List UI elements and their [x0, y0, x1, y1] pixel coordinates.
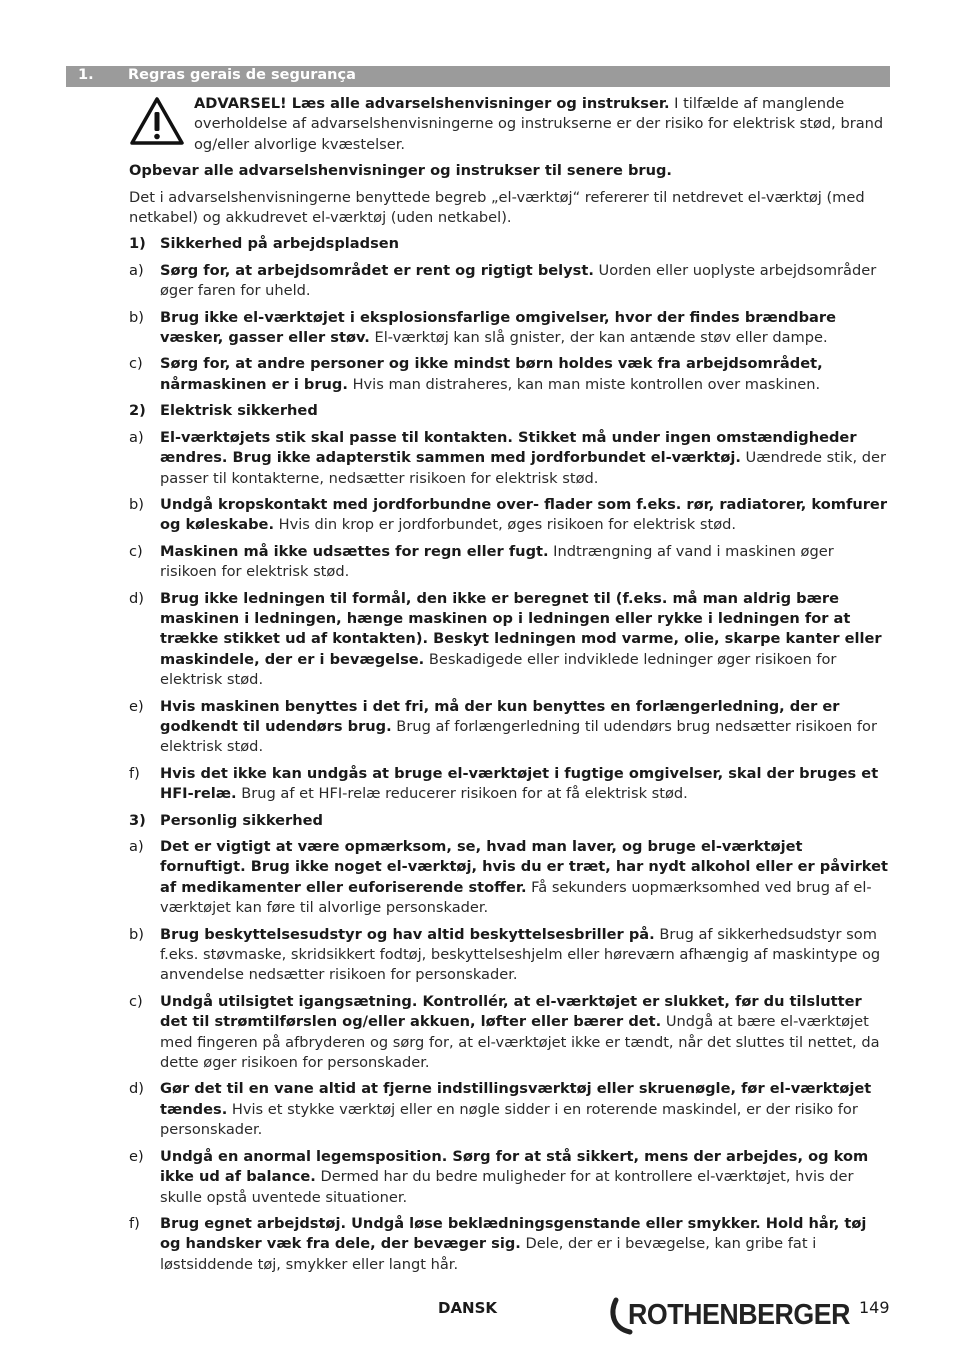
section-heading-title: Elektrisk sikkerhed	[160, 402, 318, 420]
list-item-bold-text: Sørg for, at andre personer og ikke mindst børn holdes væk fra arbejdsområdet, nårmaskinen er i brug.	[160, 355, 823, 393]
warning-text: I tilfælde af manglende overholdelse af advarselshenvisningerne og instrukserne er der risiko for elektrisk stød, brand og/eller alvorlige kvæstelser.	[194, 95, 884, 153]
section-number: 1.	[78, 67, 94, 83]
list-item	[129, 261, 889, 302]
list-item-text: Uorden eller uoplyste arbejdsområder øger faren for uheld.	[160, 261, 877, 300]
list-item-bold-text: Sørg for, at arbejdsområdet er rent og rigtigt belyst.	[160, 261, 594, 279]
list-item-text: Brug af forlængerledning til udendørs brug nedsætter risikoen for elektrisk stød.	[160, 717, 877, 756]
list-item-label: a)	[129, 838, 144, 855]
warning-block	[129, 94, 889, 155]
section-heading	[129, 401, 889, 421]
warning-triangle-icon	[129, 96, 185, 146]
list-item	[129, 428, 889, 489]
list-item	[129, 589, 889, 691]
section-heading-number: 3)	[129, 811, 146, 829]
list-item-text: Brug af et HFI-relæ reducerer risikoen for at få elektrisk stød.	[236, 785, 688, 803]
section-heading	[129, 234, 889, 254]
svg-text:ROTHENBERGER: ROTHENBERGER	[628, 1299, 851, 1331]
list-item-bold-text: Undgå utilsigtet igangsætning. Kontrollér, at el-værktøjet er slukket, før du tilslutter det til strømtilførslen og/eller akkuen, løfter eller bærer det.	[160, 992, 862, 1031]
list-item	[129, 308, 889, 349]
list-item-bold-text: Brug ikke ledningen til formål, den ikke er beregnet til (f.eks. må man aldrig bære maskinen i ledningen, hænge maskinen op i ledningen eller rykke i ledningen for at trække stikket ud af kontakten). Beskyt ledningen mod varme, olie, skarpe kanter eller maskindele, der er i bevægelse.	[160, 589, 882, 668]
page-number: 149	[859, 1298, 890, 1317]
list-item	[129, 925, 889, 986]
list-item	[129, 542, 889, 583]
section-heading-number: 1)	[129, 235, 146, 253]
list-item	[129, 354, 889, 395]
list-item-bold-text: El-værktøjets stik skal passe til kontakten. Stikket må under ingen omstændigheder ændres. Brug ikke adapterstik sammen med jordforbundet el-værktøj.	[160, 428, 857, 467]
list-item-text: Indtrængning af vand i maskinen øger risikoen for elektrisk stød.	[160, 542, 834, 581]
list-item-label: c)	[129, 992, 143, 1010]
warning-bold-text: ADVARSEL! Læs alle advarselshenvisninger og instrukser.	[194, 95, 670, 112]
list-item	[129, 697, 889, 758]
list-item-label: a)	[129, 428, 144, 446]
footer-language: DANSK	[438, 1299, 498, 1317]
section-heading-title: Personlig sikkerhed	[160, 811, 323, 829]
list-item-bold-text: Hvis det ikke kan undgås at bruge el-værktøjet i fugtige omgivelser, skal der bruges et HFI-relæ.	[160, 764, 879, 803]
list-item-bold-text: Undgå kropskontakt med jordforbundne over- flader som f.eks. rør, radiatorer, komfurer og køleskabe.	[160, 495, 888, 534]
list-item	[129, 992, 889, 1074]
document-body	[129, 94, 889, 1281]
list-item-text: Undgå at bære el-værktøjet med fingeren på afbryderen og sørg for, at el-værktøjet ikke er tændt, når det sluttes til nettet, da dette øger risikoen for personskader.	[160, 1013, 880, 1072]
keep-instructions-note: Opbevar alle advarselshenvisninger og instrukser til senere brug.	[129, 162, 672, 180]
section-heading-number: 2)	[129, 402, 146, 420]
list-item-bold-text: Gør det til en vane altid at fjerne indstillingsværktøj eller skruenøgle, før el-værktøjet tændes.	[160, 1080, 872, 1118]
list-item	[129, 1079, 889, 1140]
list-item-bold-text: Brug egnet arbejdstøj. Undgå løse beklædningsgenstande eller smykker. Hold hår, tøj og handsker væk fra dele, der bevæger sig.	[160, 1214, 867, 1253]
sections-container	[129, 234, 889, 1275]
list-item-text: Beskadigede eller indviklede ledninger øger risikoen for elektrisk stød.	[160, 650, 837, 689]
list-item-label: e)	[129, 1147, 144, 1165]
list-item	[129, 764, 889, 805]
list-item-bold-text: Det er vigtigt at være opmærksom, se, hvad man laver, og bruge el-værktøjet fornuftigt. Brug ikke noget el-værktøj, hvis du er træt, har nydt alkohol eller er påvirket af medikamenter eller euforiserende stoffer.	[160, 838, 888, 896]
definition-paragraph: Det i advarselshenvisningerne benyttede begreb „el-værktøj“ refererer til netdrevet el-værktøj (med netkabel) og akkudrevet el-værktøj (uden netkabel).	[129, 188, 865, 227]
list-item-bold-text: Brug ikke el-værktøjet i eksplosionsfarlige omgivelser, hvor der findes brændbare væsker, gasser eller støv.	[160, 308, 836, 347]
list-item-text: Brug af sikkerhedsudstyr som f.eks. støvmaske, skridsikkert fodtøj, beskyttelseshjelm eller høreværn afhængig af maskintype og anvendelse nedsætter risikoen for personskader.	[160, 925, 881, 984]
section-heading	[129, 811, 889, 831]
section-heading-title: Sikkerhed på arbejdspladsen	[160, 235, 400, 253]
section-header-bar	[66, 66, 890, 87]
list-item-text: Få sekunders uopmærksomhed ved brug af el-værktøjet kan føre til alvorlige personskader.	[160, 878, 872, 917]
list-item-bold-text: Undgå en anormal legemsposition. Sørg for at stå sikkert, mens der arbejdes, og kom ikke ud af balance.	[160, 1147, 869, 1186]
list-item-label: b)	[129, 495, 144, 513]
list-item-bold-text: Maskinen må ikke udsættes for regn eller fugt.	[160, 542, 549, 560]
list-item-label: f)	[129, 1214, 140, 1232]
list-item-label: e)	[129, 697, 144, 715]
list-item-label: c)	[129, 355, 143, 373]
list-item-text: Hvis din krop er jordforbundet, øges risikoen for elektrisk stød.	[274, 516, 737, 534]
list-item-text: Dermed har du bedre muligheder for at kontrollere el-værktøjet, hvis der skulle opstå uventede situationer.	[160, 1168, 854, 1206]
list-item	[129, 495, 889, 536]
list-item	[129, 837, 889, 919]
list-item	[129, 1214, 889, 1275]
list-item-text: Uændrede stik, der passer til kontakterne, nedsætter risikoen for elektrisk stød.	[160, 449, 886, 487]
list-item-bold-text: Hvis maskinen benyttes i det fri, må der kun benyttes en forlængerledning, der er godkendt til udendørs brug.	[160, 697, 840, 735]
list-item-label: d)	[129, 589, 144, 607]
list-item	[129, 1147, 889, 1208]
list-item-label: a)	[129, 261, 144, 279]
list-item-label: f)	[129, 764, 140, 782]
list-item-text: Dele, der er i bevægelse, kan gribe fat i løstsiddende tøj, smykker eller langt hår.	[160, 1235, 817, 1273]
section-title: Regras gerais de segurança	[128, 67, 356, 83]
list-item-label: b)	[129, 925, 144, 943]
list-item-text: El-værktøj kan slå gnister, der kan antænde støv eller dampe.	[369, 329, 828, 347]
list-item-label: d)	[129, 1080, 144, 1098]
list-item-label: c)	[129, 542, 143, 560]
list-item-text: Hvis et stykke værktøj eller en nøgle sidder i en roterende maskindel, er der risiko for personskader.	[160, 1100, 858, 1139]
list-item-text: Hvis man distraheres, kan man miste kontrollen over maskinen.	[347, 375, 821, 393]
list-item-bold-text: Brug beskyttelsesudstyr og hav altid beskyttelsesbriller på.	[160, 925, 655, 943]
rothenberger-logo	[608, 1294, 856, 1336]
list-item-label: b)	[129, 308, 144, 326]
